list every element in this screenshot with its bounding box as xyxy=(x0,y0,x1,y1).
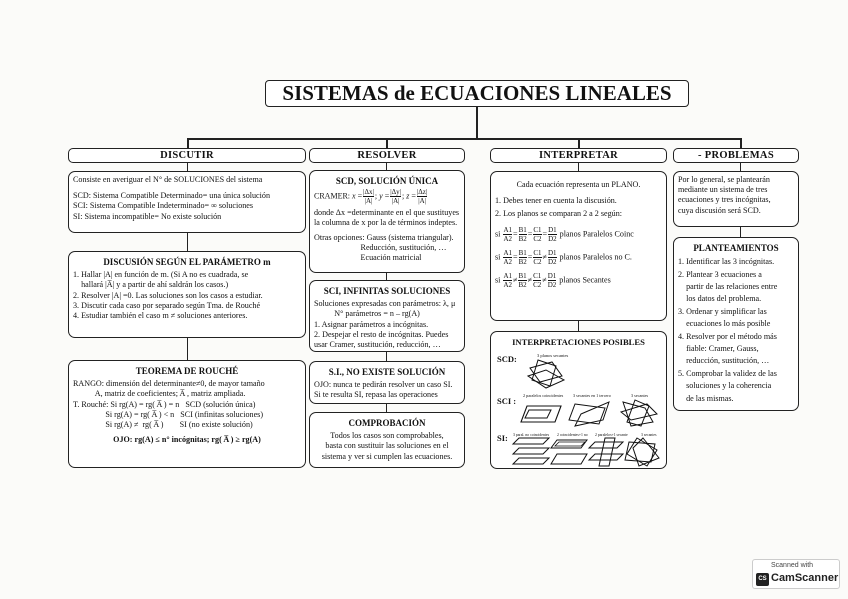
si-planes-icon xyxy=(511,436,663,468)
discutir-def-sci: SCI: Sistema Compatible Indeterminado= ∞ soluciones xyxy=(73,201,254,211)
sci-caption: 3 secantes xyxy=(631,393,649,398)
scd-row-label: SCD: xyxy=(497,354,517,364)
comprobacion-box xyxy=(309,412,465,468)
plane-case-label: planos Paralelos Coinc xyxy=(559,228,634,238)
interpretar-item: 1. Debes tener en cuenta la discusión. xyxy=(495,196,617,206)
rouche-box xyxy=(68,360,306,468)
discusion-parametro-title: DISCUSIÓN SEGÚN EL PARÁMETRO m xyxy=(103,257,271,267)
cramer-other: Reducción, sustitución, … xyxy=(314,242,447,252)
cramer-y-frac: $\frac{|\Delta y|}{|A|}$ xyxy=(390,188,402,206)
sci-planes-icon xyxy=(519,398,664,428)
connector-col2b xyxy=(386,272,387,280)
si-caption: 3 secantes xyxy=(641,433,657,437)
cramer-other: Ecuación matricial xyxy=(314,253,422,263)
camscanner-brand: CamScanner xyxy=(771,572,839,584)
interpretar-item: 2. Los planos se comparan 2 a 2 según: xyxy=(495,209,622,219)
connector-bar xyxy=(187,138,740,140)
problemas-intro-line: mediante un sistema de tres xyxy=(678,185,768,195)
connector-trunk xyxy=(476,107,478,139)
cramer-z-frac: $\frac{|\Delta z|}{|A|}$ xyxy=(416,188,428,206)
problemas-intro-line: ecuaciones y tres incógnitas, xyxy=(678,195,771,205)
si-line: OJO: nunca te pedirán resolver un caso SI. xyxy=(314,380,453,390)
rouche-line: A, matriz de coeficientes; A̅ , matriz ampliada. xyxy=(73,389,246,399)
plant-step: 5. Comprobar la validez de las xyxy=(678,368,777,378)
plant-step: 2. Plantear 3 ecuaciones a xyxy=(678,269,762,279)
rouche-line: T. Rouché: Si rg(A) = rg( A̅ ) = n SCD (solución única) xyxy=(73,399,256,409)
rouche-note: OJO: rg(A) ≤ n° incógnitas; rg( A̅ ) ≥ rg(A) xyxy=(113,435,261,445)
param-item: 2. Resolver |A| =0. Las soluciones son los casos a estudiar. xyxy=(73,290,263,300)
plant-step: reducción, sustitución, … xyxy=(678,356,770,366)
cramer-formula: CRAMER: x = $\frac{|\Delta x|}{|A|}$ ; y = $\frac{|\Delta y|}{|A|}$ ; z = $\frac{|\Delta z|}{|A|}$ xyxy=(314,188,428,206)
header-problemas: - PROBLEMAS xyxy=(673,148,799,163)
interpretaciones-title: INTERPRETACIONES POSIBLES xyxy=(512,337,645,347)
sci-caption: 2 paralelos coincidentes xyxy=(523,393,564,398)
sci-line: 1. Asignar parámetros a incógnitas. xyxy=(314,319,429,329)
cramer-x-frac: $\frac{|\Delta x|}{|A|}$ xyxy=(363,188,374,206)
header-resolver: RESOLVER xyxy=(309,148,465,163)
camscanner-logo-icon: CS xyxy=(756,573,769,586)
rouche-line: Si rg(A) = rg( A̅ ) < n SCI (infinitas soluciones) xyxy=(73,409,264,419)
plant-step: partir de las relaciones entre xyxy=(678,282,778,292)
param-item: 1. Hallar |A| en función de m. (Si A no es cuadrada, se xyxy=(73,270,249,280)
scd-box xyxy=(309,170,465,273)
cramer-desc: donde Δx =determinante en el que sustituyes xyxy=(314,208,460,218)
plant-step: los datos del problema. xyxy=(678,294,762,304)
sci-caption: 3 secantes en 1 tercero xyxy=(573,393,611,398)
connector-col1c xyxy=(187,338,188,360)
si-box xyxy=(309,361,465,404)
scd-planes-icon xyxy=(526,358,566,390)
plant-step: 4. Resolver por el método más xyxy=(678,331,777,341)
param-item: 3. Discutir cada caso por separado según Tma. de Rouché xyxy=(73,300,261,310)
discutir-intro: Consiste en averiguar el N° de SOLUCIONES del sistema xyxy=(73,175,263,184)
si-line: Si te resulta SI, repasa las operaciones xyxy=(314,390,438,400)
rouche-line: RANGO: dimensión del determinante≠0, de mayor tamaño xyxy=(73,379,265,389)
param-item: hallará |A̅| y a partir de ahí saldrán los casos.) xyxy=(73,280,229,290)
problemas-intro-line: Por lo general, se plantearán xyxy=(678,175,770,184)
si-title: S.I., NO EXISTE SOLUCIÓN xyxy=(328,367,446,377)
camscanner-watermark xyxy=(752,559,840,589)
plant-step: fiable: Cramer, Gauss, xyxy=(678,344,759,354)
cramer-other: Otras opciones: Gauss (sistema triangular). xyxy=(314,232,454,242)
interpretar-intro: Cada ecuación representa un PLANO. xyxy=(516,180,641,189)
si-caption: 2 paralelos+1 secante xyxy=(595,433,628,437)
scanned-with-text: Scanned with xyxy=(771,562,814,569)
discusion-parametro-box xyxy=(68,251,306,338)
discutir-def-scd: SCD: Sistema Compatible Determinado= una única solución xyxy=(73,191,270,201)
sci-row-label: SCI : xyxy=(497,396,517,406)
discutir-def-si: SI: Sistema incompatible= No existe solución xyxy=(73,211,222,221)
plant-step: 3. Ordenar y simplificar las xyxy=(678,306,767,316)
problemas-intro-box xyxy=(673,171,799,227)
rouche-line: Si rg(A) ≠ rg( A̅ ) SI (no existe solución) xyxy=(73,420,253,430)
sci-box xyxy=(309,280,465,352)
plant-step: ecuaciones lo más posible xyxy=(678,319,771,329)
page-title: SISTEMAS de ECUACIONES LINEALES xyxy=(265,80,689,107)
sci-line: Soluciones expresadas con parámetros: λ, μ xyxy=(314,299,456,309)
comp-line: sistema y ver si cumplen las ecuaciones. xyxy=(321,451,453,461)
connector-col2 xyxy=(386,162,387,170)
cramer-label: CRAMER: xyxy=(314,191,351,201)
scd-title: SCD, SOLUCIÓN ÚNICA xyxy=(335,176,439,186)
plane-case-row: si $\frac{A1}{A2}$ ≠ $\frac{B1}{B2}$ ≠ $\frac{C1}{C2}$ ≠ $\frac{D1}{D2}$ planos Secantes xyxy=(495,271,611,289)
connector-col1b xyxy=(187,232,188,252)
plane-case-row: si $\frac{A1}{A2}$ = $\frac{B1}{B2}$ = $\frac{C1}{C2}$ = $\frac{D1}{D2}$ planos Paralelos Coinc xyxy=(495,225,634,243)
problemas-intro-line: cuya discusión será SCD. xyxy=(678,205,761,215)
plant-step: de las mismas. xyxy=(678,393,734,403)
plant-step: soluciones y la coherencia xyxy=(678,381,772,391)
comp-line: Todos los casos son comprobables, xyxy=(330,431,444,441)
plane-case-row: si $\frac{A1}{A2}$ = $\frac{B1}{B2}$ = $\frac{C1}{C2}$ ≠ $\frac{D1}{D2}$ planos Paralelos no C. xyxy=(495,248,632,266)
rouche-title: TEOREMA DE ROUCHÉ xyxy=(135,366,239,376)
sci-line: 2. Despejar el resto de incógnitas. Puedes xyxy=(314,329,449,339)
discutir-intro-box xyxy=(68,171,306,233)
scd-caption: 3 planos secantes xyxy=(537,353,569,358)
plane-case-label: planos Paralelos no C. xyxy=(559,251,632,261)
plane-case-label: planos Secantes xyxy=(559,274,611,284)
planteamientos-title: PLANTEAMIENTOS xyxy=(693,243,779,253)
header-discutir: DISCUTIR xyxy=(68,148,306,163)
param-item: 4. Estudiar también el caso m ≠ soluciones anteriores. xyxy=(73,311,248,321)
cramer-desc: la columna de x por la de términos indeptes. xyxy=(314,218,458,228)
interpretaciones-box xyxy=(490,331,667,469)
si-caption: 3 paral. no coincidentes xyxy=(513,433,550,437)
plant-step: 1. Identificar las 3 incógnitas. xyxy=(678,257,775,267)
sci-line: usar Cramer, sustitución, reducción, … xyxy=(314,340,441,350)
header-interpretar: INTERPRETAR xyxy=(490,148,667,163)
si-caption: 2 coincidentes+1 no xyxy=(557,433,588,437)
interpretar-box xyxy=(490,171,667,321)
si-row-label: SI: xyxy=(497,433,508,443)
comp-line: basta con sustituir las soluciones en el xyxy=(325,441,449,451)
sci-line: N° parámetros = n – rg(A) xyxy=(314,309,420,319)
planteamientos-box xyxy=(673,237,799,411)
comprobacion-title: COMPROBACIÓN xyxy=(348,418,426,428)
sci-title: SCI, INFINITAS SOLUCIONES xyxy=(323,286,451,296)
